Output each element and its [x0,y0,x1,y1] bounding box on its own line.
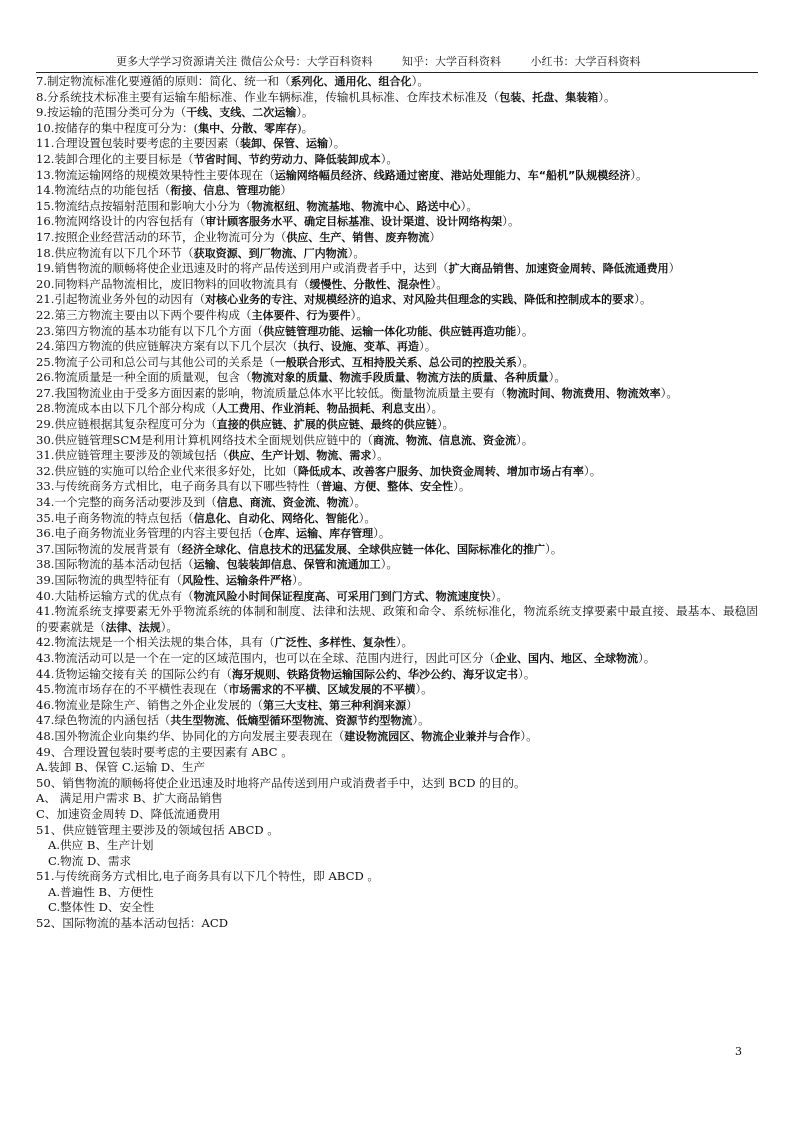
question-text: 11.合理设置包装时要考虑的主要因素（ [36,136,240,151]
question-ending: ）。 [371,448,389,463]
question-item [36,557,758,573]
question-item [36,214,758,230]
question-item [36,635,758,651]
question-item [36,682,758,698]
question-text: 30.供应链管理SCM是利用计算机网络技术全面规划供应链中的（ [36,432,373,447]
mc-options-line: A、 满足用户需求 B、扩大商品销售 [36,791,223,806]
question-text: 43.物流活动可以是一个在一定的区域范围内，也可以在全球、范围内进行，因此可区分（ [36,650,496,665]
question-ending: ）。 [350,307,368,322]
answer-text: 普遍、方便、整体、安全性 [321,480,454,494]
answer-text: 运输网络幅员经济、线路通过密度、港站处理能力、车“船机”队规模经济 [274,168,631,182]
mc-question: 52、国际物流的基本活动包括：ACD [36,916,229,931]
question-ending: ）。 [436,417,455,432]
question-ending: ）。 [516,323,534,338]
answer-text: 物流对象的质量、物流手段质量、物流方法的质量、各种质量 [251,371,549,385]
question-text: 18.供应物流有以下几个环节（ [36,245,194,260]
answer-text: 广泛性、多样性、复杂性 [274,636,396,650]
question-text: 27.我国物流业由于受多方面因素的影响，物流质量总体水平比较低。衡量物流质量主要有（ [36,385,507,400]
question-text: 39.国际物流的典型特征有（ [36,573,182,587]
question-ending: ）。 [630,167,648,182]
answer-text: 经济全球化、信息技术的迅猛发展、全球供应链一体化、国际标准化的推广 [181,542,545,556]
question-text: 35.电子商务物流的特点包括（ [36,510,194,525]
question-text: 10.按储存的集中程度可分为：( [36,120,199,135]
answer-text: 商流、物流、信息流、资金流 [372,433,516,447]
answer-text: 信息、商流、资金流、物流 [216,496,349,510]
question-ending: ） [668,261,681,276]
question-ending: ）。 [634,292,652,307]
header-wechat: 更多大学学习资源请关注 微信公众号：大学百科资料 [116,55,373,68]
answer-text: 法律、法规 [105,620,161,634]
answer-text: 物流枢纽、物流基地、物流中心、路送中心 [251,199,461,213]
question-text: 12.装卸合理化的主要目标是（ [36,151,194,166]
question-text: 29.供应链根据其复杂程度可分为（ [36,417,217,432]
question-item [36,183,758,199]
question-text: 17.按照企业经营活动的环节，企业物流可分为（ [36,229,287,244]
question-item [36,199,758,215]
answer-text: 第三大支柱、第三种利润来源 [263,698,407,712]
question-text: 34.一个完整的商务活动要涉及到（ [36,495,217,510]
question-text: 42.物流法规是一个相关法规的集合体，具有（ [36,635,275,650]
answer-text: 物流风险小时间保证程度高、可采用门到门方式、物流速度快 [193,589,491,603]
question-text: 46.物流业是除生产、销售之外企业发展的（ [36,697,264,712]
mc-question: 51.与传统商务方式相比,电子商务具有以下几个特性，即 ABCD 。 [36,869,380,884]
question-text: 15.物流结点按辐射范围和影响大小分为（ [36,198,252,213]
answer-text: 降低成本、改善客户服务、加快资金周转、增加市场占有率 [297,464,584,478]
answer-text: 衔接、信息、管理功能 [170,184,281,198]
question-item [36,121,758,137]
multiple-choice-list [36,745,758,932]
question-item [36,339,758,355]
question-item [36,448,758,464]
question-ending: ）。 [412,713,430,728]
question-ending: ）。 [548,370,566,385]
question-text: 21.引起物流业务外包的动因有（ [36,292,206,307]
header-rule [36,72,758,73]
question-item [36,511,758,527]
question-ending: ）。 [348,495,367,510]
question-text: 28.物流成本由以下几个部分构成（ [36,401,217,416]
question-ending: ）。 [598,89,616,104]
answer-text: 供应、生产计划、物流、需求 [228,449,372,463]
question-item [36,729,758,745]
question-item [36,479,758,495]
answer-text: 企业、国内、地区、全球物流 [495,651,639,665]
question-item [36,74,758,90]
header-xiaohongshu: 小红书：大学百科资料 [530,55,641,68]
question-item [36,573,758,589]
question-text: 47.绿色物流的内涵包括（ [36,713,171,728]
question-ending: ）。 [515,432,534,447]
mc-question: 51、供应链管理主要涉及的领域包括 ABCD 。 [36,822,279,837]
question-ending: ） [429,229,441,244]
answer-text: 包装、托盘、集装箱 [499,90,599,104]
answer-text: 一般联合形式、互相持股关系、总公司的控股关系 [274,355,517,369]
question-text: 23.第四方物流的基本功能有以下几个方面（ [36,323,264,338]
question-item [36,386,758,402]
question-text: 9.按运输的范围分类可分为（ [36,105,187,120]
question-ending: ）。 [380,557,398,572]
mc-question: 50、销售物流的顺畅将使企业迅速及时地将产品传送到用户或消费者手中，达到 BCD 的目的。 [36,775,526,790]
answer-text: 海牙规则、铁路货物运输国际公约、华沙公约、海牙议定书 [232,667,519,681]
answer-text: 系列化、通用化、组合化 [290,75,412,88]
question-ending: ）。 [291,573,310,587]
question-text: 25.物流子公司和总公司与其他公司的关系是（ [36,354,275,369]
question-ending: ）。 [395,635,414,650]
question-text: 37.国际物流的发展背景有（ [36,541,182,556]
header-zhihu: 知乎：大学百科资料 [402,55,501,68]
answer-text: 集中、分散、零库存 [198,121,298,135]
question-text: 13.物流运输网络的规模效果特性主要体现在（ [36,167,275,182]
answer-text: 扩大商品销售、加速资金周转、降低流通费用 [448,262,669,276]
answer-text: 共生型物流、低熵型循环型物流、资源节约型物流 [170,714,413,728]
question-item [36,246,758,262]
question-text: 41.物流系统支撑要素无外乎物流系统的体制和制度、法律和法规、政策和命令、系统标准化，物流系统支撑要素中最直接、最基本、最稳固的要素就是（ [36,604,758,634]
question-ending: ）。 [418,339,437,354]
page-content [36,74,758,932]
answer-text: 节省时间、节约劳动力、降低装卸成本 [193,152,381,166]
fill-in-question-list [36,74,758,745]
answer-text: 人工费用、作业消耗、物品损耗、利息支出 [216,402,426,416]
mc-question: 49、合理设置包装时要考虑的主要因素有 ABC 。 [36,744,293,759]
question-ending: ）。 [380,151,398,166]
answer-text: 缓慢性、分散性、混杂性 [309,277,431,291]
question-ending: ）。 [460,198,478,213]
question-text: 36.电子商务物流业务管理的内容主要包括（ [36,526,264,541]
question-ending: ）。 [425,401,444,416]
question-ending: ）。 [160,619,178,634]
answer-text: 干线、支线、二次运输 [186,106,297,120]
question-item [36,542,758,558]
question-item [36,292,758,308]
question-ending: ）。 [373,526,391,541]
question-item [36,230,758,246]
question-item [36,261,758,277]
question-text: 20.同物料产品物流相比，废旧物料的回收物流具有（ [36,276,310,291]
question-ending: ）。 [516,354,535,369]
question-text: 22.第三方物流主要由以下两个要件构成（ [36,307,252,322]
question-item [36,152,758,168]
question-item [36,589,758,605]
question-text: 44.货物运输交接有关 的国际公约有（ [36,666,233,681]
mc-options-line: C.物流 D、需求 [48,853,132,868]
question-item [36,90,758,106]
answer-text: 信息化、自动化、网络化、智能化 [193,511,359,525]
question-text: 26.物流质量是一种全面的质量观，包含（ [36,370,252,385]
question-item [36,277,758,293]
question-ending: ）。 [583,463,602,478]
question-ending: ）。 [430,276,448,291]
question-ending: )。 [297,120,314,135]
mc-options-line: A.普遍性 B、方便性 [48,884,154,899]
question-text: 48.国外物流企业向集约华、协同化的方向发展主要表现在（ [36,728,345,743]
mc-options-line: C、加速资金周转 D、降低流通费用 [36,806,221,821]
question-ending: ） [280,183,292,198]
question-item [36,433,758,449]
question-ending: ）。 [411,74,429,88]
question-item [36,324,758,340]
question-item [36,105,758,121]
page-header [36,55,758,69]
question-item [36,355,758,371]
question-ending: ）。 [347,245,365,260]
question-item [36,604,758,635]
question-item [36,308,758,324]
question-text: 7.制定物流标准化要遵循的原则：简化、统一和（ [36,74,291,88]
answer-text: 仓库、运输、库存管理 [263,527,374,541]
question-item [36,370,758,386]
question-ending: ）。 [296,105,314,120]
question-item [36,698,758,714]
answer-text: 执行、设施、变革、再造 [297,340,419,354]
question-item [36,136,758,152]
question-ending: ）。 [490,588,508,603]
answer-text: 对核心业务的专注、对规模经济的追求、对风险共但理念的实践、降低和控制成本的要求 [205,293,635,307]
answer-text: 风险性、运输条件严格 [181,574,292,587]
question-ending: ） [406,697,418,712]
question-item [36,495,758,511]
answer-text: 供应、生产、销售、废弃物流 [286,230,430,244]
question-text: 45.物流市场存在的不平横性表现在（ [36,682,229,697]
question-ending: ）。 [520,728,538,743]
answer-text: 获取资源、到厂物流、厂内物流 [193,246,348,260]
question-item [36,651,758,667]
question-text: 14.物流结点的功能包括（ [36,183,171,198]
answer-text: 运输、包装装卸信息、保管和流通加工 [193,558,381,572]
answer-text: 市场需求的不平横、区域发展的不平横 [228,683,416,697]
question-ending: ）。 [358,510,376,525]
question-item [36,464,758,480]
page-number: 3 [735,1045,742,1058]
question-ending: ）。 [660,385,678,400]
question-item [36,667,758,683]
question-text: 32.供应链的实施可以给企业代来很多好处，比如（ [36,463,298,478]
question-ending: ）。 [638,650,656,665]
question-ending: ）。 [502,214,520,229]
question-ending: ）。 [327,136,346,151]
question-text: 8.分系统技术标准主要有运输车船标准、作业车辆标准，传输机具标准、仓库技术标准及（ [36,89,500,104]
answer-text: 建设物流园区、物流企业兼并与合作 [344,729,521,743]
question-ending: ）。 [544,541,563,556]
question-text: 33.与传统商务方式相比，电子商务具有以下哪些特性（ [36,479,322,494]
answer-text: 主体要件、行为要件 [251,308,351,322]
question-text: 31.供应链管理主要涉及的领域包括（ [36,448,229,463]
question-text: 24.第四方物流的供应链解决方案有以下几个层次（ [36,339,298,354]
question-ending: ）。 [518,666,536,681]
question-text: 40.大陆桥运输方式的优点有（ [36,588,194,603]
answer-text: 直接的供应链、扩展的供应链、最终的供应链 [216,418,437,432]
question-ending: ）。 [453,479,471,494]
question-item [36,713,758,729]
question-text: 38.国际物流的基本活动包括（ [36,557,194,572]
question-text: 19.销售物流的顺畅将使企业迅速及时的将产品传送到用户或消费者手中，达到（ [36,261,449,276]
question-item [36,417,758,433]
answer-text: 供应链管理功能、运输一体化功能、供应链再造功能 [263,324,517,338]
question-item [36,168,758,184]
answer-text: 装卸、保管、运输 [239,137,328,151]
question-ending: ）。 [415,682,433,697]
mc-options-line: A.供应 B、生产计划 [48,838,154,853]
question-item [36,401,758,417]
mc-options-line: C.整体性 D、安全性 [48,900,155,915]
answer-text: 审计顾客服务水平、确定目标基准、设计渠道、设计网络构架 [205,215,503,229]
question-text: 16.物流网络设计的内容包括有（ [36,214,206,229]
answer-text: 物流时间、物流费用、物流效率 [506,386,661,400]
mc-options-line: A.装卸 B、保管 C.运输 D、生产 [36,760,206,775]
question-item [36,526,758,542]
